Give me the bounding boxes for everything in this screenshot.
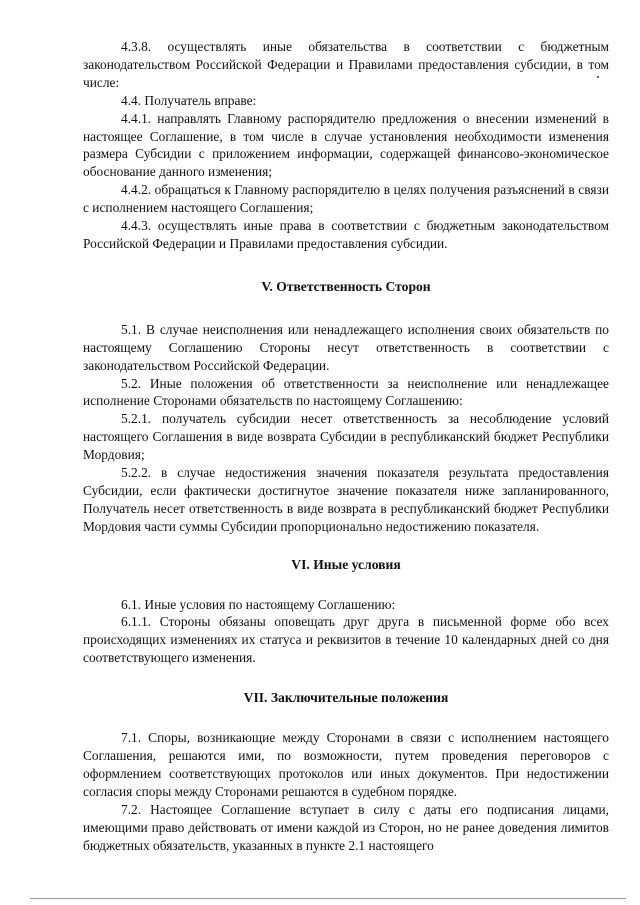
document-body <box>83 38 609 854</box>
paragraph-7-2: 7.2. Настоящее Соглашение вступает в силу с даты его подписания лицами, имеющими право действовать от имени каждой из Сторон, но не ранее доведения лимитов бюджетных обязательств, указанных в пункте 2.1 настоящего <box>83 801 609 853</box>
paragraph-5-2-2: 5.2.2. в случае недостижения значения показателя результата предоставления Субсидии, если фактически достигнутое значение показателя ниже запланированного, Получатель несет ответственность в виде возврата в республиканский бюджет Республики Мордовия части суммы Субсидии пропорционально недостижению показателя. <box>83 465 609 534</box>
paragraph-4-4-3: 4.4.3. осуществлять иные права в соответствии с бюджетным законодательством Российской Федерации и Правилами предоставления субсидии. <box>83 218 609 251</box>
section-5-title: V. Ответственность Сторон <box>261 278 431 294</box>
paragraph-5-2: 5.2. Иные положения об ответственности за неисполнение или ненадлежащее исполнение Сторонами обязательств по настоящему Соглашению: <box>83 375 609 409</box>
paragraph-5-2-1: 5.2.1. получатель субсидии несет ответственность за несоблюдение условий настоящего Соглашения в виде возврата Субсидии в республиканский бюджет Республики Мордовия; <box>83 411 609 463</box>
section-6-title: VI. Иные условия <box>291 556 401 572</box>
paragraph-6-1: 6.1. Иные условия по настоящему Соглашению: <box>121 596 396 612</box>
paragraph-4-4-1: 4.4.1. направлять Главному распорядителю предложения о внесении изменений в настоящее Соглашение, в том числе в случае установления необходимости изменения размера Субсидии с приложением информации, содержащей финансово-экономическое обоснование данного изменения; <box>83 110 609 180</box>
paragraph-5-1: 5.1. В случае неисполнения или ненадлежащего исполнения своих обязательств по настоящему Соглашению Стороны несут ответственность в соответствии с законодательством Российской Федерации. <box>83 321 609 373</box>
paragraph-4-4-2: 4.4.2. обращаться к Главному распорядителю в целях получения разъяснений в связи с исполнением настоящего Соглашения; <box>83 182 609 216</box>
paragraph-6-1-1: 6.1.1. Стороны обязаны оповещать друг друга в письменной форме обо всех происходящих изменениях их статуса и реквизитов в течение 10 календарных дней со дня соответствующего изменения. <box>83 614 609 666</box>
page-bottom-edge <box>30 898 626 899</box>
paragraph-7-1: 7.1. Споры, возникающие между Сторонами в связи с исполнением настоящего Соглашения, решаются ими, по возможности, путем проведения переговоров с оформлением соответствующих протоколов или иных документов. При недостижении согласия споры между Сторонами решаются в судебном порядке. <box>83 730 609 799</box>
paragraph-4-3-8: 4.3.8. осуществлять иные обязательства в соответствии с бюджетным законодательством Российской Федерации и Правилами предоставления субсидии, в том числе: <box>83 39 609 90</box>
section-7-title: VII. Заключительные положения <box>243 690 449 706</box>
paragraph-4-4: 4.4. Получатель вправе: <box>121 92 257 108</box>
